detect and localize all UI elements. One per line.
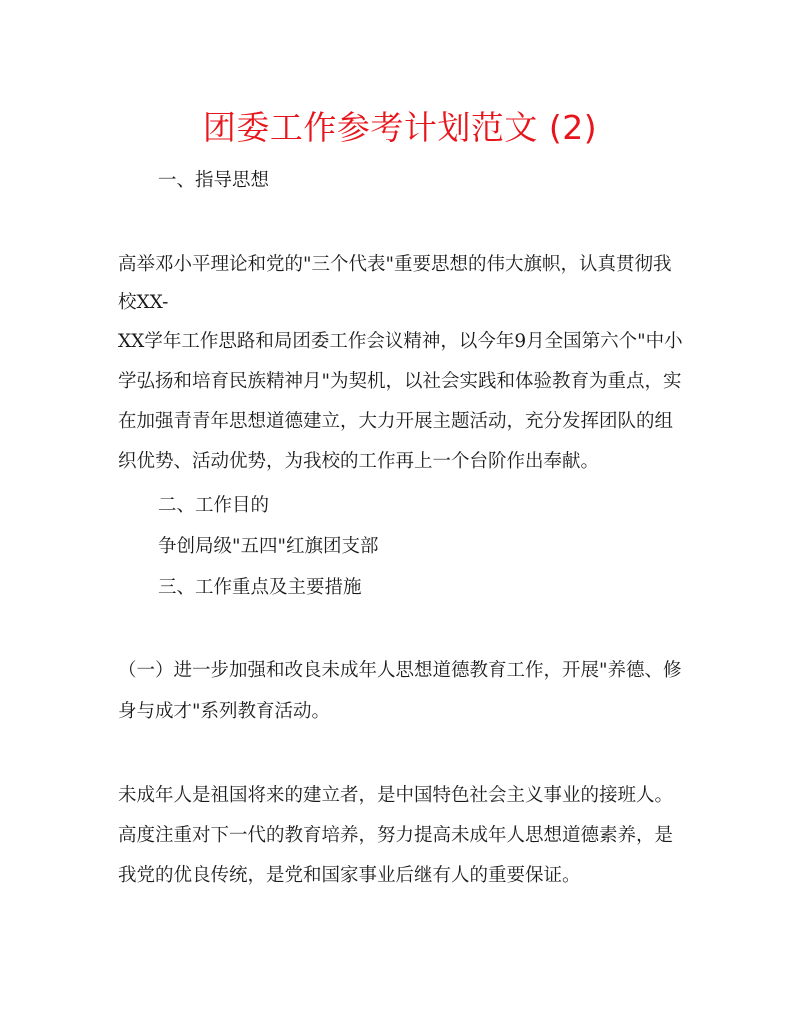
paragraph-line: 在加强青青年思想道德建立，大力开展主题活动，充分发挥团队的组 — [118, 411, 674, 432]
section-heading-guiding-thought: 一、指导思想 — [158, 170, 270, 191]
paragraph-line: 身与成才"系列教育活动。 — [118, 701, 331, 722]
section-heading-key-measures: 三、工作重点及主要措施 — [158, 577, 362, 598]
document-title: 团委工作参考计划范文 (2) — [202, 108, 598, 147]
paragraph-line: 校XX- — [118, 292, 169, 313]
paragraph-line: XX学年工作思路和局团委工作会议精神，以今年9月全国第六个"中小 — [118, 331, 683, 352]
paragraph-line: （一）进一步加强和改良未成年人思想道德教育工作，开展"养德、修 — [118, 660, 682, 681]
paragraph-line: 高举邓小平理论和党的"三个代表"重要思想的伟大旗帜，认真贯彻我 — [118, 254, 672, 275]
paragraph-line: 织优势、活动优势，为我校的工作再上一个台阶作出奉献。 — [118, 451, 600, 472]
paragraph-line: 学弘扬和培育民族精神月"为契机，以社会实践和体验教育为重点，实 — [118, 371, 682, 392]
paragraph-line: 争创局级"五四"红旗团支部 — [158, 536, 379, 557]
paragraph-line: 未成年人是祖国将来的建立者，是中国特色社会主义事业的接班人。 — [118, 785, 674, 806]
paragraph-line: 高度注重对下一代的教育培养，努力提高未成年人思想道德素养，是 — [118, 825, 674, 846]
section-heading-work-goal: 二、工作目的 — [158, 495, 270, 516]
paragraph-line: 我党的优良传统，是党和国家事业后继有人的重要保证。 — [118, 865, 581, 886]
